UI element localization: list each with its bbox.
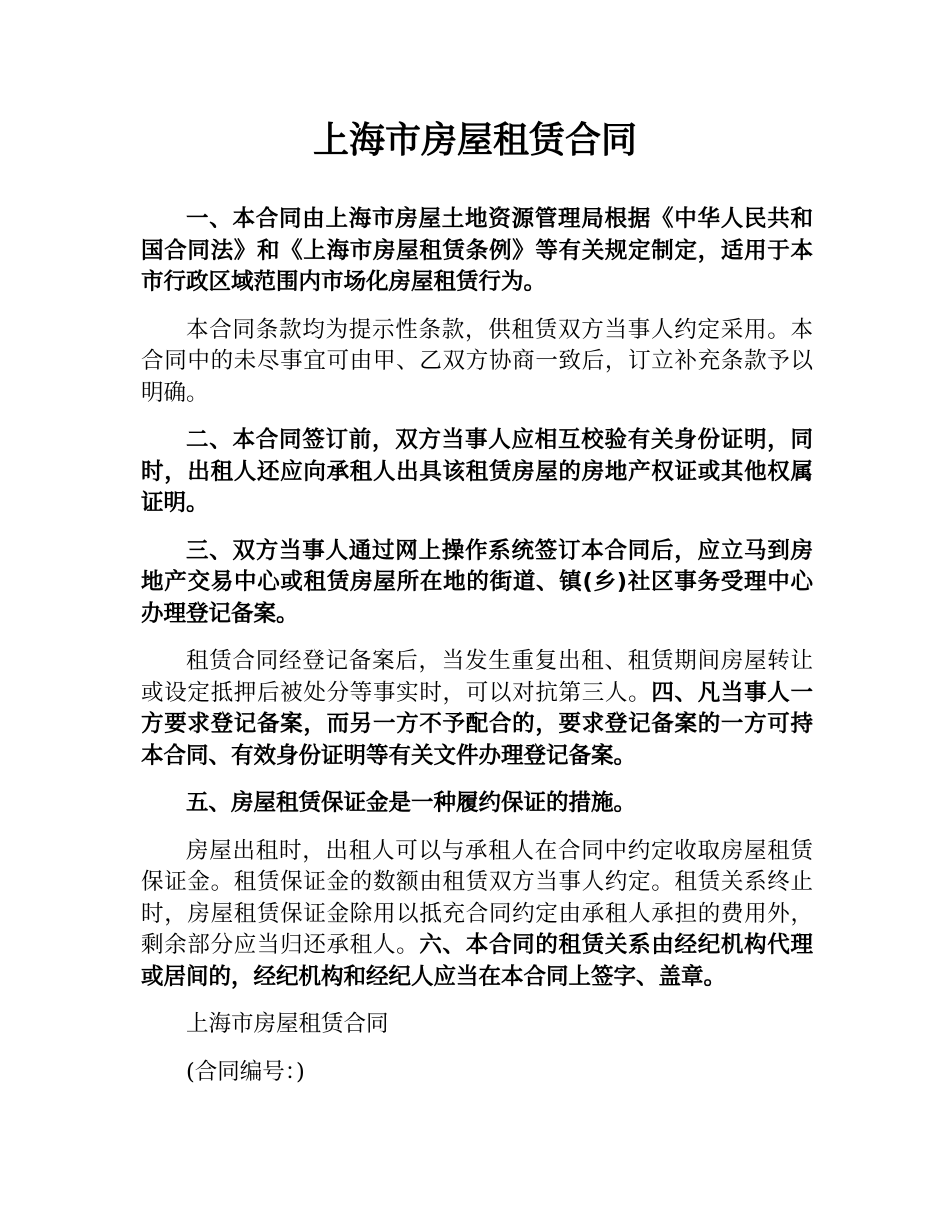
clause-2-paragraph (141, 425, 813, 520)
clause-1-paragraph (141, 204, 813, 299)
clause-3-text: 三、双方当事人通过网上操作系统签订本合同后，应立马到房地产交易中心或租赁房屋所在地的街道、镇(乡)社区事务受理中心办理登记备案。 (141, 537, 813, 627)
clause-4-text: 四、凡当事人一方要求登记备案，而另一方不予配合的，要求登记备案的一方可持本合同、有效身份证明等有关文件办理登记备案。 (141, 679, 813, 769)
note-text: 本合同条款均为提示性条款，供租赁双方当事人约定采用。本合同中的未尽事宜可由甲、乙双方协商一致后，订立补充条款予以明确。 (141, 316, 813, 406)
contract-number-text: (合同编号：) (186, 1058, 305, 1085)
clause-1-text: 一、本合同由上海市房屋土地资源管理局根据《中华人民共和国合同法》和《上海市房屋租赁条例》等有关规定制定，适用于本市行政区域范围内市场化房屋租赁行为。 (141, 206, 813, 295)
registration-paragraph (141, 646, 813, 772)
document-title: 上海市房屋租赁合同 (312, 120, 637, 161)
clause-3-paragraph (141, 536, 813, 631)
clause-6-text: 六、本合同的租赁关系由经纪机构代理或居间的，经纪机构和经纪人应当在本合同上签字、盖章。 (141, 932, 813, 990)
document-body (141, 204, 813, 1104)
clause-5-text: 五、房屋租赁保证金是一种履约保证的措施。 (186, 790, 637, 816)
registration-text: 租赁合同经登记备案后，当发生重复出租、租赁期间房屋转让或设定抵押后被处分等事实时，可以对抗第三人。 (141, 648, 813, 706)
contract-heading-text: 上海市房屋租赁合同 (186, 1011, 389, 1037)
clause-5-paragraph (141, 788, 813, 820)
note-paragraph (141, 315, 813, 410)
deposit-paragraph (141, 836, 813, 994)
contract-heading-paragraph (141, 1009, 813, 1041)
contract-number-paragraph (141, 1057, 813, 1089)
clause-2-text: 二、本合同签订前，双方当事人应相互校验有关身份证明，同时，出租人还应向承租人出具该租赁房屋的房地产权证或其他权属证明。 (141, 427, 813, 516)
deposit-text: 房屋出租时，出租人可以与承租人在合同中约定收取房屋租赁保证金。租赁保证金的数额由租赁双方当事人约定。租赁关系终止时，房屋租赁保证金除用以抵充合同约定由承租人承担的费用外，剩余部分应当归还承租人。 (141, 837, 813, 958)
